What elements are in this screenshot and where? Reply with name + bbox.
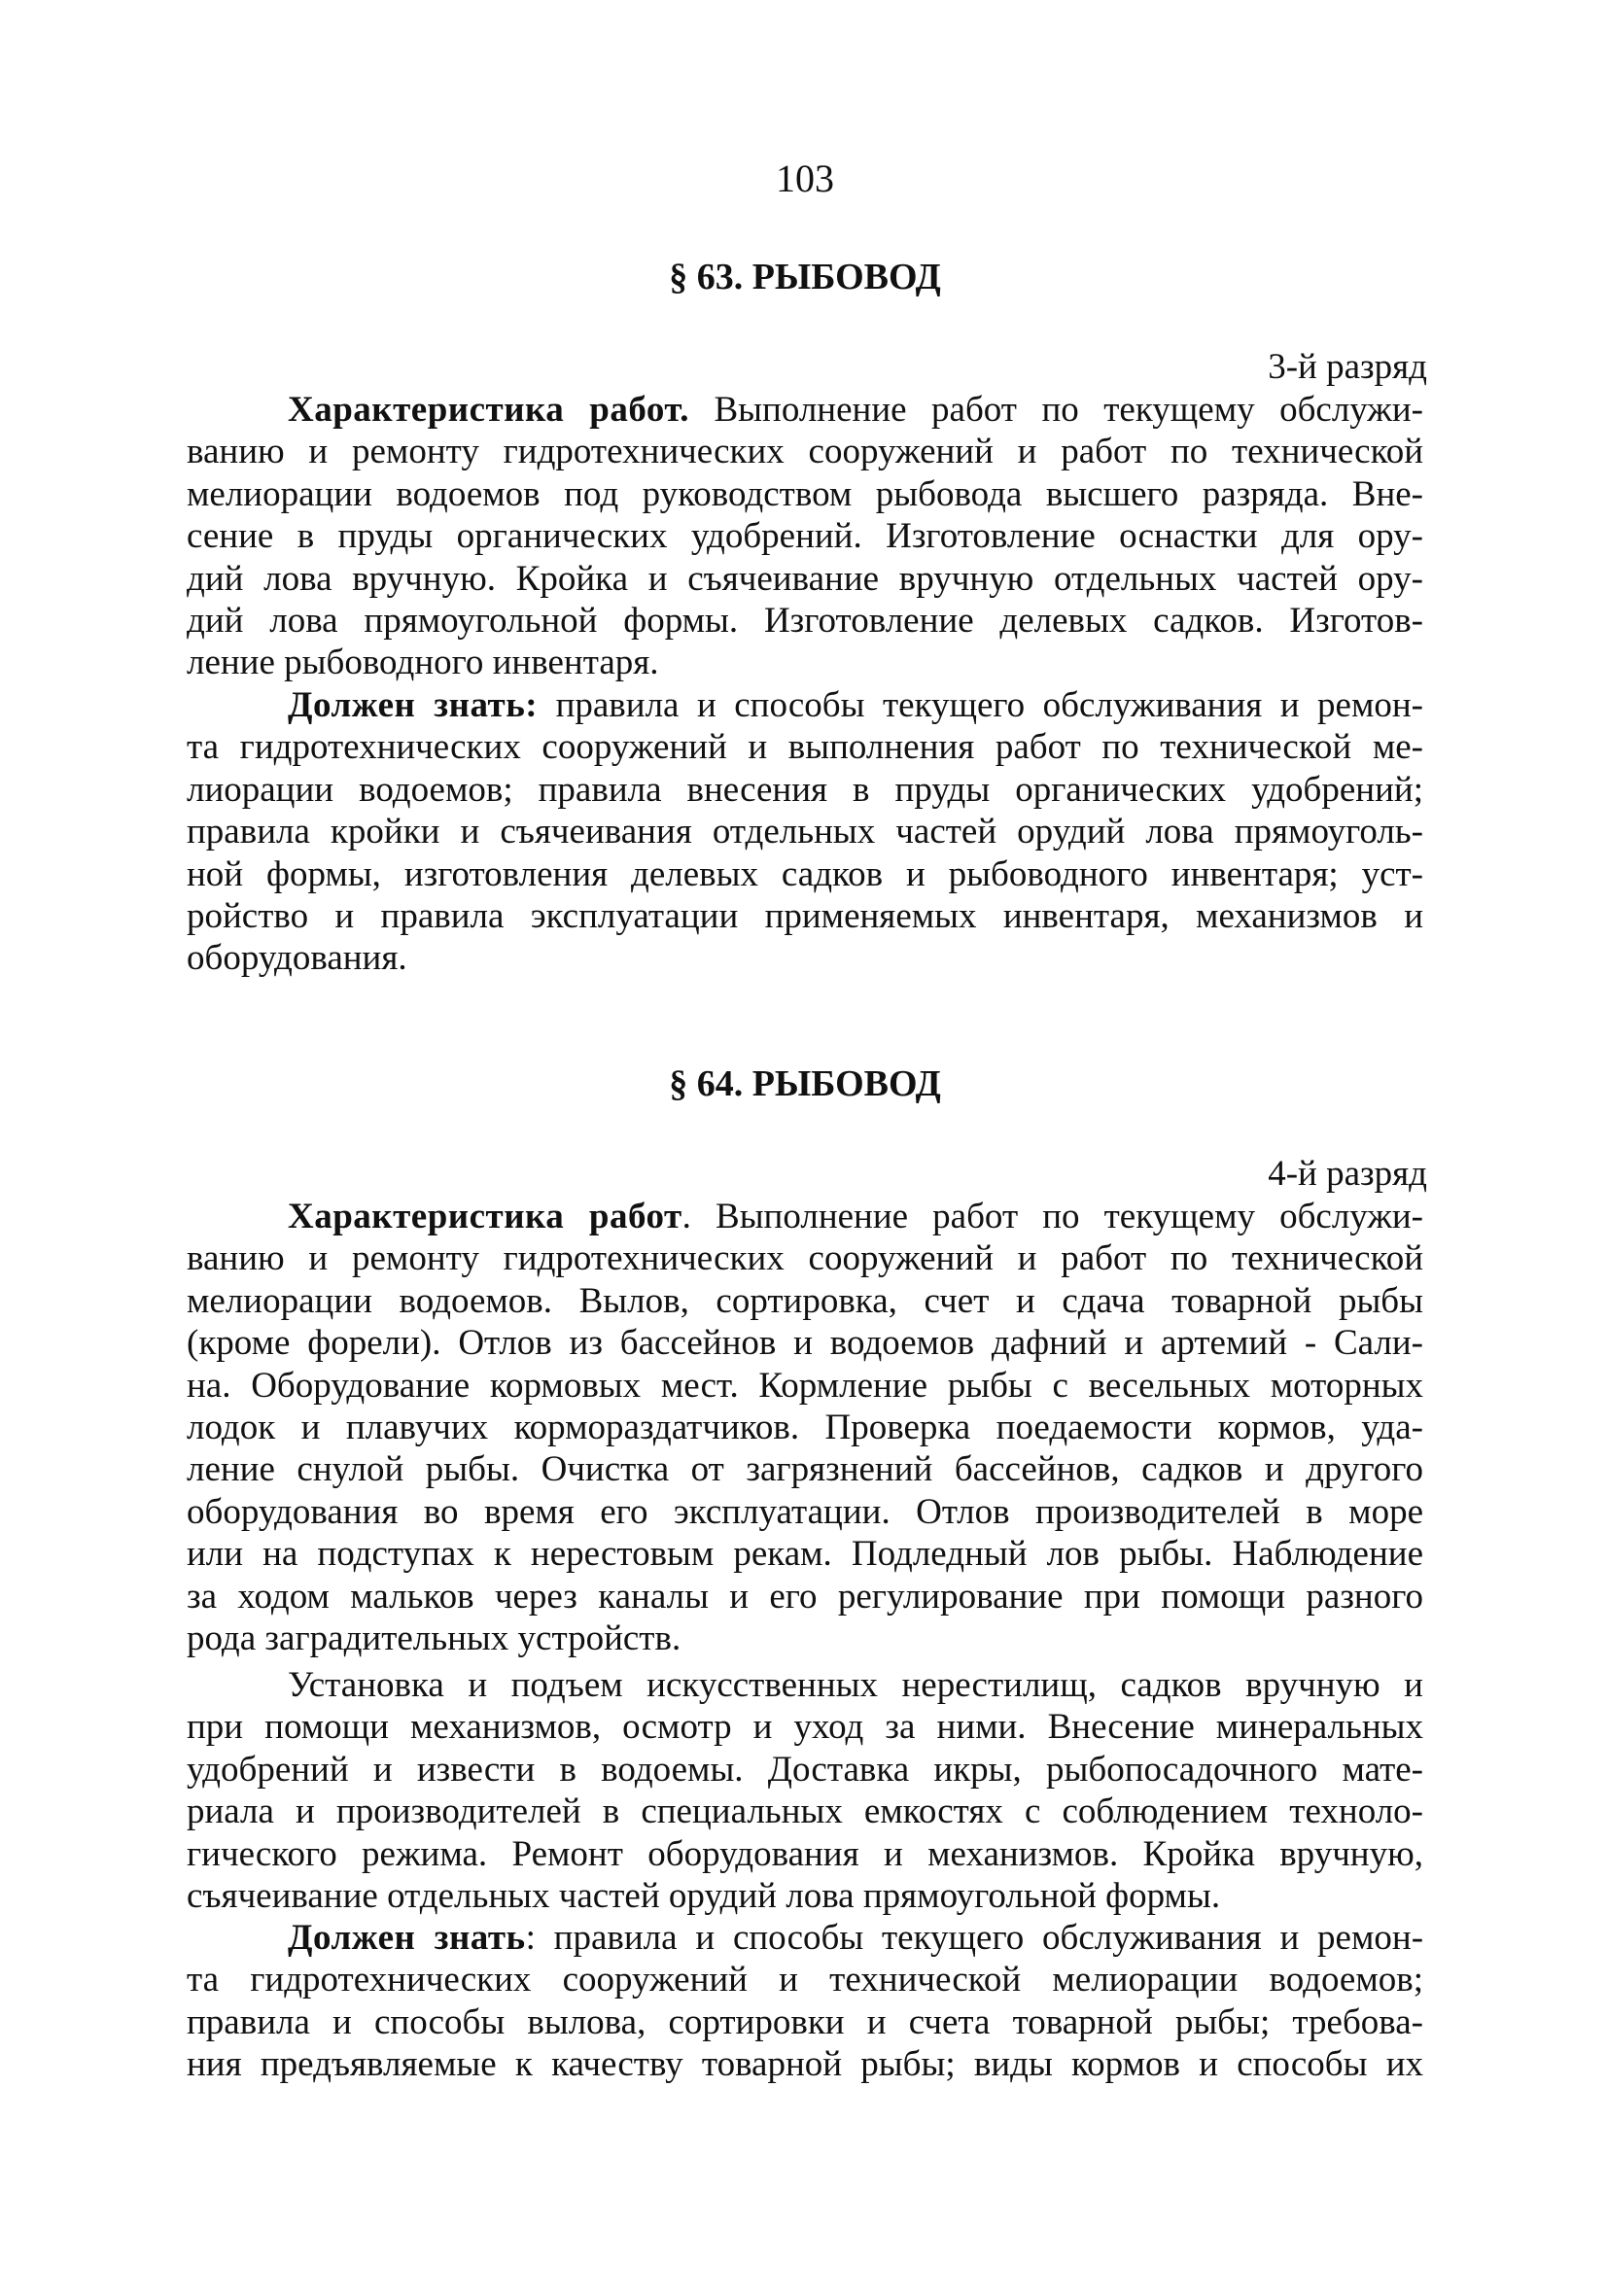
paragraph-line: Установка и подъем искусственных нерестилищ, садков вручную и [288, 1665, 1423, 1705]
paragraph-line: ной формы, изготовления делевых садков и рыбоводного инвентаря; уст- [187, 853, 1423, 894]
paragraph-line: ванию и ремонту гидротехнических сооружений и работ по технической [187, 1238, 1423, 1279]
paragraph-line: правила и способы вылова, сортировки и счета товарной рыбы; требова- [187, 2001, 1423, 2042]
characteristics-lead: Характеристика работ. [288, 390, 690, 430]
paragraph-line: Должен знать: правила и способы текущего обслуживания и ремон- [288, 1918, 1424, 1958]
section-64-knowledge [187, 1917, 1423, 2086]
paragraph-line: Должен знать: правила и способы текущего обслуживания и ремон- [288, 685, 1423, 725]
paragraph-line: сение в пруды органических удобрений. Изготовление оснастки для ору- [187, 516, 1423, 557]
page-number: 103 [776, 157, 834, 200]
paragraph-line: Характеристика работ. Выполнение работ по текущему обслужи- [288, 390, 1423, 430]
paragraph-line: удобрений и извести в водоемы. Доставка икры, рыбопосадочного мате- [187, 1749, 1423, 1790]
section-64-grade: 4-й разряд [1268, 1154, 1427, 1194]
paragraph-line: ление снулой рыбы. Очистка от загрязнений бассейнов, садков и другого [187, 1449, 1423, 1490]
section-64-characteristics [187, 1196, 1423, 1659]
paragraph-line: (кроме форели). Отлов из бассейнов и водоемов дафний и артемий - Сали- [187, 1323, 1423, 1364]
paragraph-line: мелиорации водоемов. Вылов, сортировка, счет и сдача товарной рыбы [187, 1280, 1423, 1321]
section-63-grade: 3-й разряд [1268, 347, 1427, 387]
paragraph-line: лодок и плавучих кормораздатчиков. Проверка поедаемости кормов, уда- [187, 1407, 1423, 1447]
paragraph-line: лиорации водоемов; правила внесения в пруды органических удобрений; [187, 769, 1423, 810]
paragraph-line: та гидротехнических сооружений и технической мелиорации водоемов; [187, 1960, 1423, 2000]
paragraph-line: ление рыбоводного инвентаря. [187, 643, 659, 683]
paragraph-line: риала и производителей в специальных емкостях с соблюдением техноло- [187, 1792, 1423, 1832]
section-63-characteristics [187, 389, 1423, 684]
paragraph-line: ния предъявляемые к качеству товарной рыбы; виды кормов и способы их [187, 2044, 1423, 2085]
paragraph-line: или на подступах к нерестовым рекам. Подледный лов рыбы. Наблюдение [187, 1534, 1423, 1575]
paragraph-line: Характеристика работ. Выполнение работ по текущему обслужи- [288, 1197, 1424, 1236]
section-63-knowledge [187, 684, 1423, 980]
paragraph-line: дий лова прямоугольной формы. Изготовление делевых садков. Изготов- [187, 600, 1423, 641]
knowledge-lead: Должен знать [288, 1918, 526, 1958]
paragraph-line: на. Оборудование кормовых мест. Кормление рыбы с весельных моторных [187, 1365, 1423, 1406]
paragraph-line: мелиорации водоемов под руководством рыбовода высшего разряда. Вне- [187, 473, 1423, 514]
paragraph-line: дий лова вручную. Кройка и съячеивание вручную отдельных частей ору- [187, 558, 1423, 599]
knowledge-lead: Должен знать: [288, 685, 539, 725]
paragraph-line: правила кройки и съячеивания отдельных частей орудий лова прямоуголь- [187, 812, 1423, 852]
paragraph-line: гического режима. Ремонт оборудования и механизмов. Кройка вручную, [187, 1833, 1423, 1874]
paragraph-line: за ходом мальков через каналы и его регулирование при помощи разного [187, 1576, 1423, 1617]
paragraph-line: та гидротехнических сооружений и выполнения работ по технической ме- [187, 727, 1423, 768]
paragraph-line: оборудования во время его эксплуатации. Отлов производителей в море [187, 1491, 1423, 1532]
paragraph-line: оборудования. [187, 938, 407, 979]
section-63-title: § 63. РЫБОВОД [669, 257, 941, 297]
characteristics-lead: Характеристика работ [288, 1197, 682, 1236]
paragraph-line: ванию и ремонту гидротехнических сооружений и работ по технической [187, 432, 1423, 472]
paragraph-line: ройство и правила эксплуатации применяемых инвентаря, механизмов и [187, 895, 1423, 936]
paragraph-line: при помощи механизмов, осмотр и уход за ними. Внесение минеральных [187, 1707, 1423, 1748]
section-64-title: § 64. РЫБОВОД [669, 1063, 941, 1104]
paragraph-line: рода заградительных устройств. [187, 1618, 681, 1658]
paragraph-line: съячеивание отдельных частей орудий лова прямоугольной формы. [187, 1875, 1221, 1916]
section-64-extra-paragraph [187, 1664, 1423, 1917]
